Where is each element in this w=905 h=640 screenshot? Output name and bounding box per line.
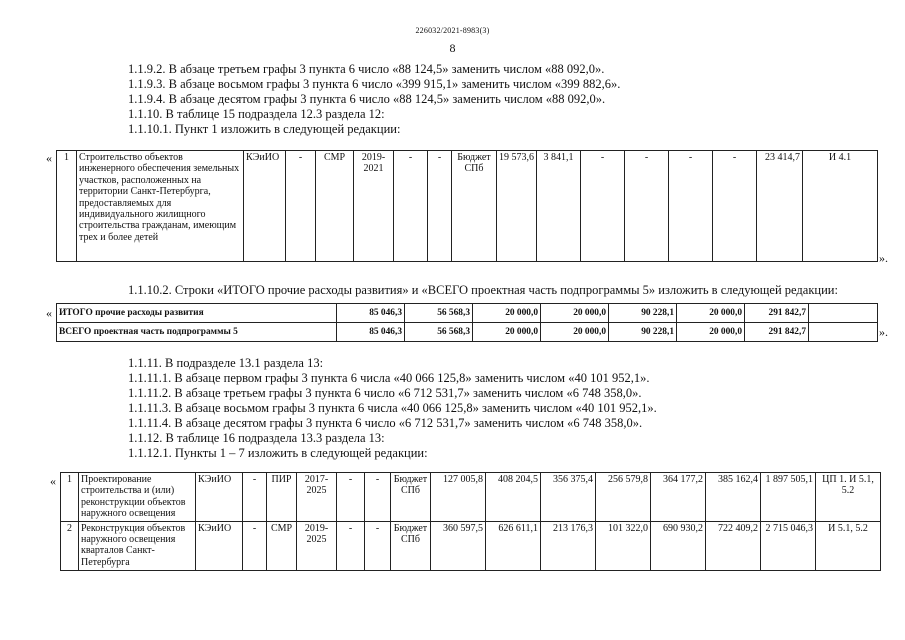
cell-number: 1 bbox=[57, 151, 77, 262]
table-row bbox=[61, 473, 881, 522]
cell-value: 90 228,1 bbox=[609, 304, 677, 323]
table-row bbox=[57, 304, 878, 323]
cell-number: 1 bbox=[61, 473, 79, 522]
cell: - bbox=[394, 151, 428, 262]
paragraph-1-1-11-3: 1.1.11.3. В абзаце восьмом графы 3 пункта 6 числа «40 066 125,8» заменить числом «40 101 952,1». bbox=[128, 401, 657, 415]
cell-number: 2 bbox=[61, 521, 79, 570]
cell-value: 722 409,2 bbox=[706, 521, 761, 570]
paragraph-1-1-10-2: 1.1.10.2. Строки «ИТОГО прочие расходы развития» и «ВСЕГО проектная часть подпрограммы 5» изложить в следующей редакции: bbox=[128, 283, 838, 297]
cell-name: Реконструкция объектов наружного освещения кварталов Санкт-Петербурга bbox=[79, 521, 196, 570]
cell-value: 20 000,0 bbox=[473, 323, 541, 342]
cell-executor: КЭиИО bbox=[244, 151, 286, 262]
cell-name: Строительство объектов инженерного обеспечения земельных участков, расположенных на территории Санкт-Петербурга, предоставляемых для индивидуального жилищного строительства гражданам, имеющим трех и более детей bbox=[77, 151, 244, 262]
cell-source: Бюджет СПб bbox=[391, 521, 431, 570]
cell-executor: КЭиИО bbox=[196, 521, 243, 570]
cell: - bbox=[365, 473, 391, 522]
cell-source: Бюджет СПб bbox=[452, 151, 497, 262]
cell: - bbox=[243, 473, 267, 522]
cell: - bbox=[365, 521, 391, 570]
cell-total: 291 842,7 bbox=[745, 323, 809, 342]
cell-period: 2019-2025 bbox=[297, 521, 337, 570]
cell-value: 19 573,6 bbox=[497, 151, 537, 262]
closing-quote: ». bbox=[879, 325, 888, 339]
cell-period: 2019-2021 bbox=[354, 151, 394, 262]
paragraph-1-1-11-1: 1.1.11.1. В абзаце первом графы 3 пункта 6 числа «40 066 125,8» заменить числом «40 101 952,1». bbox=[128, 371, 650, 385]
page-number: 8 bbox=[449, 41, 456, 55]
cell-total: 1 897 505,1 bbox=[761, 473, 816, 522]
paragraph-1-1-11-4: 1.1.11.4. В абзаце десятом графы 3 пункта 6 число «6 712 531,7» заменить числом «6 748 358,0». bbox=[128, 416, 643, 430]
cell-value: 626 611,1 bbox=[486, 521, 541, 570]
cell-value: 20 000,0 bbox=[677, 323, 745, 342]
paragraph-1-1-9-3: 1.1.9.3. В абзаце восьмом графы 3 пункта 6 число «399 915,1» заменить числом «399 882,6». bbox=[128, 77, 621, 91]
opening-quote: « bbox=[50, 474, 56, 488]
cell-value: 356 375,4 bbox=[541, 473, 596, 522]
cell-row-label: ВСЕГО проектная часть подпрограммы 5 bbox=[57, 323, 337, 342]
cell: - bbox=[243, 521, 267, 570]
cell-value: - bbox=[713, 151, 757, 262]
paragraph-1-1-10: 1.1.10. В таблице 15 подраздела 12.3 раздела 12: bbox=[128, 107, 385, 121]
paragraph-1-1-12-1: 1.1.12.1. Пункты 1 – 7 изложить в следующей редакции: bbox=[128, 446, 428, 460]
cell-total: 291 842,7 bbox=[745, 304, 809, 323]
paragraph-1-1-11: 1.1.11. В подразделе 13.1 раздела 13: bbox=[128, 356, 324, 370]
table-16-points bbox=[60, 472, 881, 571]
table-row bbox=[57, 323, 878, 342]
cell-value: 385 162,4 bbox=[706, 473, 761, 522]
cell-value: 3 841,1 bbox=[537, 151, 581, 262]
opening-quote: « bbox=[46, 151, 52, 165]
cell-value: 127 005,8 bbox=[431, 473, 486, 522]
cell-value: - bbox=[625, 151, 669, 262]
table-15-point-1 bbox=[56, 150, 878, 262]
cell-period: 2017-2025 bbox=[297, 473, 337, 522]
cell-value: 256 579,8 bbox=[596, 473, 651, 522]
cell-value: 56 568,3 bbox=[405, 304, 473, 323]
paragraph-1-1-9-2: 1.1.9.2. В абзаце третьем графы 3 пункта 6 число «88 124,5» заменить числом «88 092,0». bbox=[128, 62, 605, 76]
cell-value: 85 046,3 bbox=[337, 304, 405, 323]
cell-total: 2 715 046,3 bbox=[761, 521, 816, 570]
paragraph-1-1-10-1: 1.1.10.1. Пункт 1 изложить в следующей редакции: bbox=[128, 122, 401, 136]
cell-empty bbox=[809, 304, 878, 323]
paragraph-1-1-9-4: 1.1.9.4. В абзаце десятом графы 3 пункта 6 число «88 124,5» заменить числом «88 092,0». bbox=[128, 92, 606, 106]
closing-quote: ». bbox=[879, 251, 888, 265]
cell-value: 85 046,3 bbox=[337, 323, 405, 342]
cell-value: 20 000,0 bbox=[473, 304, 541, 323]
cell-executor: КЭиИО bbox=[196, 473, 243, 522]
paragraph-1-1-11-2: 1.1.11.2. В абзаце третьем графы 3 пункта 6 число «6 712 531,7» заменить числом «6 748 358,0». bbox=[128, 386, 642, 400]
cell-value: 20 000,0 bbox=[541, 304, 609, 323]
cell-value: - bbox=[581, 151, 625, 262]
cell-value: 360 597,5 bbox=[431, 521, 486, 570]
cell-value: 408 204,5 bbox=[486, 473, 541, 522]
table-15-totals bbox=[56, 303, 878, 342]
cell-value: 20 000,0 bbox=[677, 304, 745, 323]
cell-name: Проектирование строительства и (или) реконструкции объектов наружного освещения bbox=[79, 473, 196, 522]
table-row bbox=[61, 521, 881, 570]
cell-value: 56 568,3 bbox=[405, 323, 473, 342]
cell-work-type: ПИР bbox=[267, 473, 297, 522]
cell-work-type: СМР bbox=[316, 151, 354, 262]
cell-work-type: СМР bbox=[267, 521, 297, 570]
cell: - bbox=[337, 521, 365, 570]
cell: - bbox=[428, 151, 452, 262]
cell: - bbox=[286, 151, 316, 262]
cell-value: 20 000,0 bbox=[541, 323, 609, 342]
cell-value: 690 930,2 bbox=[651, 521, 706, 570]
document-number: 226032/2021-8983(3) bbox=[415, 26, 490, 35]
table-row bbox=[57, 151, 878, 262]
paragraph-1-1-12: 1.1.12. В таблице 16 подраздела 13.3 раздела 13: bbox=[128, 431, 385, 445]
cell-indicator: И 4.1 bbox=[803, 151, 878, 262]
cell-row-label: ИТОГО прочие расходы развития bbox=[57, 304, 337, 323]
cell-indicator: ЦП 1. И 5.1, 5.2 bbox=[816, 473, 881, 522]
cell-total: 23 414,7 bbox=[757, 151, 803, 262]
cell: - bbox=[337, 473, 365, 522]
cell-value: - bbox=[669, 151, 713, 262]
cell-value: 213 176,3 bbox=[541, 521, 596, 570]
opening-quote: « bbox=[46, 306, 52, 320]
cell-value: 90 228,1 bbox=[609, 323, 677, 342]
cell-source: Бюджет СПб bbox=[391, 473, 431, 522]
cell-value: 364 177,2 bbox=[651, 473, 706, 522]
cell-value: 101 322,0 bbox=[596, 521, 651, 570]
cell-indicator: И 5.1, 5.2 bbox=[816, 521, 881, 570]
cell-empty bbox=[809, 323, 878, 342]
